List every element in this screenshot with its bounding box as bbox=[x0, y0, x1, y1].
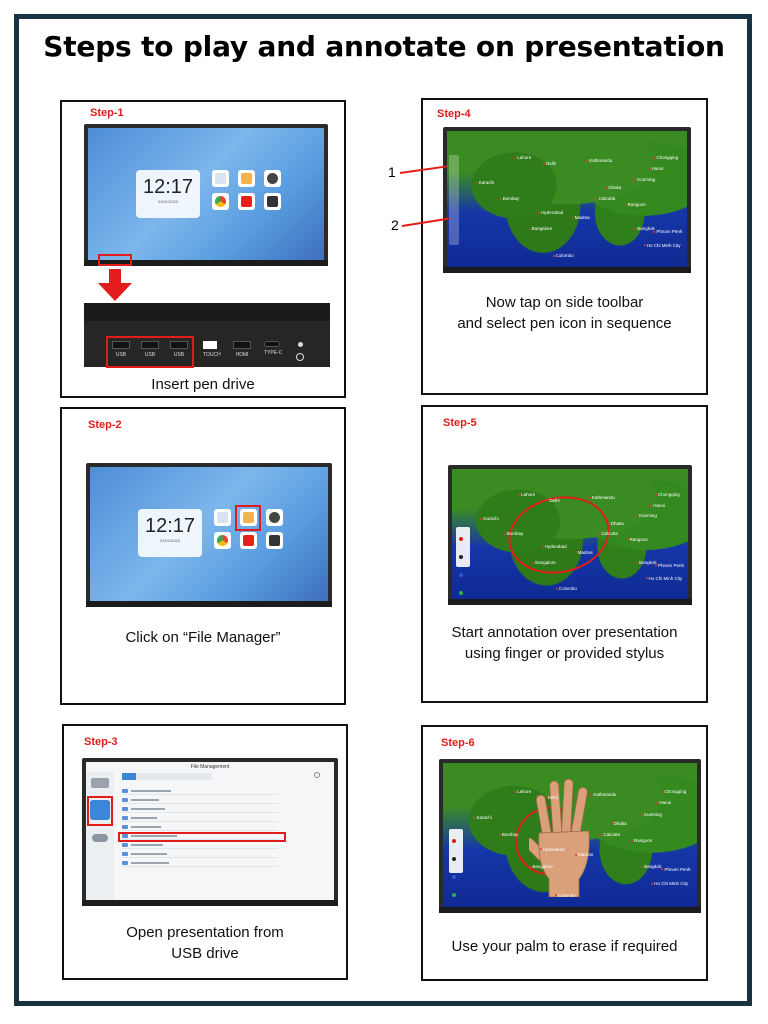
file-manager-sidebar bbox=[86, 772, 114, 900]
map-city-label: Hyderabad bbox=[540, 847, 565, 852]
app-tile[interactable] bbox=[212, 170, 229, 187]
step-label: Step-2 bbox=[88, 419, 122, 431]
caption-line: Open presentation from bbox=[126, 924, 284, 941]
home-screen bbox=[88, 128, 324, 260]
step-label: Step-6 bbox=[441, 737, 475, 749]
file-row[interactable] bbox=[122, 788, 278, 795]
map-city-label: Bangalore bbox=[532, 560, 556, 565]
file-row[interactable] bbox=[122, 797, 278, 804]
hdmi-port: HDMI bbox=[233, 341, 251, 358]
step-label: Step-4 bbox=[437, 108, 471, 120]
clock-widget bbox=[138, 509, 202, 557]
map-city-label: Delhi bbox=[543, 161, 556, 166]
clock-date: 01/01/2023 bbox=[157, 199, 179, 204]
step-4-caption bbox=[423, 292, 706, 334]
map-city-label: Lahore bbox=[514, 789, 531, 794]
step-label: Step-1 bbox=[90, 107, 124, 119]
clock-widget bbox=[136, 170, 200, 218]
map-city-label: Rangoon bbox=[631, 838, 652, 843]
folder-icon bbox=[122, 798, 128, 802]
file-manager-screen bbox=[86, 762, 334, 900]
file-manager-highlight bbox=[235, 505, 261, 531]
step-5-caption bbox=[423, 622, 706, 664]
map-city-label: Chongqing bbox=[653, 155, 678, 160]
map-city-label: Bangalore bbox=[529, 226, 553, 231]
apps-grid-icon[interactable] bbox=[264, 193, 281, 210]
map-city-label: Dhaka bbox=[608, 521, 624, 526]
pen-color-toolbar[interactable] bbox=[449, 829, 463, 873]
map-city-label: Bombay bbox=[500, 196, 520, 201]
callout-number: 2 bbox=[391, 217, 399, 233]
map-city-label: Kathmandu bbox=[586, 158, 612, 163]
usb-drive-highlight bbox=[87, 796, 113, 826]
map-city-label: Kunming bbox=[634, 177, 655, 182]
power-led-icon bbox=[298, 342, 303, 347]
usb-port: USB bbox=[112, 341, 130, 358]
caption-line: Start annotation over presentation bbox=[451, 624, 678, 641]
brightness-icon bbox=[296, 353, 304, 361]
display-panel bbox=[86, 463, 332, 607]
map-city-label: Hyderabad bbox=[542, 544, 567, 549]
file-row[interactable] bbox=[122, 815, 278, 822]
display-bezel bbox=[443, 267, 691, 273]
map-city-label: Bombay bbox=[499, 832, 519, 837]
map-city-label: Delhi bbox=[545, 795, 558, 800]
file-manager-title: File Management bbox=[190, 764, 230, 770]
map-city-label: Hyderabad bbox=[538, 210, 563, 215]
file-row[interactable] bbox=[122, 824, 278, 831]
clock-time: 12:17 bbox=[144, 515, 196, 537]
folder-icon bbox=[122, 852, 128, 856]
map-city-label: Dhaka bbox=[611, 821, 627, 826]
chrome-app-icon[interactable] bbox=[212, 193, 229, 210]
map-city-label: Ho Chi Minh City bbox=[646, 576, 683, 581]
file-row[interactable] bbox=[122, 806, 278, 813]
storage-icon[interactable] bbox=[91, 778, 109, 788]
step-6-card bbox=[421, 725, 708, 981]
usb-port: USB bbox=[170, 341, 188, 358]
map-city-label: Madras bbox=[575, 852, 593, 857]
side-toolbar[interactable] bbox=[449, 155, 459, 245]
display-bezel bbox=[82, 900, 338, 906]
map-city-label: Hanoi bbox=[650, 503, 665, 508]
display-panel bbox=[439, 759, 701, 913]
usb-port-highlight bbox=[98, 254, 132, 266]
step-3-card bbox=[62, 724, 348, 980]
file-manager-tabs bbox=[122, 773, 212, 780]
map-city-label: Chongqing bbox=[655, 492, 680, 497]
map-city-label: Phnom Penh bbox=[653, 229, 682, 234]
file-row[interactable] bbox=[122, 860, 278, 867]
display-panel bbox=[82, 758, 338, 906]
map-city-label: Hanoi bbox=[656, 800, 671, 805]
display-bezel bbox=[86, 601, 332, 607]
step-6-caption: Use your palm to erase if required bbox=[451, 938, 678, 955]
map-city-label: Bangkok bbox=[636, 560, 657, 565]
map-city-label: Bangalore bbox=[529, 864, 553, 869]
caption-line: using finger or provided stylus bbox=[464, 645, 665, 662]
map-city-label: Bombay bbox=[504, 531, 524, 536]
caption-line: Now tap on side toolbar bbox=[485, 294, 644, 311]
red-arrow-down-icon bbox=[98, 269, 132, 301]
map-city-label: Calcutta bbox=[600, 832, 620, 837]
map-city-label: Karachi bbox=[476, 180, 494, 185]
clock-time: 12:17 bbox=[142, 176, 194, 198]
step-2-card bbox=[60, 407, 346, 705]
camera-app-icon[interactable] bbox=[264, 170, 281, 187]
folder-icon bbox=[122, 843, 128, 847]
map-city-label: Lahore bbox=[518, 492, 535, 497]
file-manager-app-icon[interactable] bbox=[238, 170, 255, 187]
map-city-label: Madras bbox=[575, 550, 593, 555]
presentation-file-highlight bbox=[118, 832, 286, 842]
caption-line: and select pen icon in sequence bbox=[457, 315, 672, 332]
map-city-label: Phnom Penh bbox=[655, 563, 684, 568]
display-panel bbox=[84, 124, 328, 266]
map-city-label: Madras bbox=[572, 215, 590, 220]
display-bezel bbox=[448, 599, 692, 605]
page-title: Steps to play and annotate on presentation bbox=[43, 30, 725, 63]
step-1-caption: Insert pen drive bbox=[151, 376, 255, 393]
callout-number: 1 bbox=[388, 164, 396, 180]
usb-ports-highlight bbox=[106, 336, 194, 368]
tab-all[interactable] bbox=[122, 773, 136, 780]
map-city-label: Colombo bbox=[555, 893, 576, 898]
map-city-label: Chongqing bbox=[661, 789, 686, 794]
map-city-label: Calcutta bbox=[598, 531, 618, 536]
camera-app-icon[interactable] bbox=[266, 509, 283, 526]
display-panel bbox=[448, 465, 692, 605]
display-panel bbox=[443, 127, 691, 273]
chrome-app-icon[interactable] bbox=[214, 532, 231, 549]
map-city-label: Bangkok bbox=[634, 226, 655, 231]
file-row[interactable] bbox=[122, 842, 278, 849]
map-city-label: Ho Chi Minh City bbox=[644, 243, 681, 248]
folder-icon bbox=[122, 789, 128, 793]
map-city-label: Ho Chi Minh City bbox=[651, 881, 688, 886]
map-city-label: Karachi bbox=[480, 516, 498, 521]
folder-icon bbox=[122, 807, 128, 811]
type-c-port: TYPE-C bbox=[264, 341, 282, 356]
clock-date: 01/01/2023 bbox=[159, 538, 181, 543]
step-3-caption bbox=[64, 922, 346, 964]
youtube-app-icon[interactable] bbox=[240, 532, 257, 549]
folder-icon bbox=[122, 816, 128, 820]
folder-icon bbox=[122, 825, 128, 829]
file-row[interactable] bbox=[122, 851, 278, 858]
map-city-label: Colombo bbox=[556, 586, 577, 591]
folder-icon bbox=[122, 861, 128, 865]
map-presentation bbox=[452, 469, 688, 599]
touch-port: TOUCH bbox=[203, 341, 221, 358]
step-1-card bbox=[60, 100, 346, 398]
map-city-label: Kunming bbox=[641, 812, 662, 817]
map-city-label: Dhaka bbox=[605, 185, 621, 190]
pen-color-toolbar[interactable] bbox=[456, 527, 470, 567]
app-tile[interactable] bbox=[214, 509, 231, 526]
map-presentation bbox=[443, 763, 697, 907]
map-city-label: Kathmandu bbox=[589, 495, 615, 500]
caption-line: USB drive bbox=[171, 945, 239, 962]
map-city-label: Lahore bbox=[514, 155, 531, 160]
map-city-label: Delhi bbox=[546, 498, 559, 503]
map-city-label: Rangoon bbox=[627, 537, 648, 542]
youtube-app-icon[interactable] bbox=[238, 193, 255, 210]
step-5-card bbox=[421, 405, 708, 703]
step-2-caption: Click on “File Manager” bbox=[125, 629, 281, 646]
display-bezel bbox=[439, 907, 701, 913]
map-city-label: Colombo bbox=[553, 253, 574, 258]
map-city-label: Rangoon bbox=[625, 202, 646, 207]
map-city-label: Kunming bbox=[636, 513, 657, 518]
usb-port: USB bbox=[141, 341, 159, 358]
home-screen bbox=[90, 467, 328, 601]
map-city-label: Kathmandu bbox=[590, 792, 616, 797]
cloud-icon[interactable] bbox=[92, 834, 108, 842]
map-city-label: Calcutta bbox=[596, 196, 616, 201]
map-city-label: Karachi bbox=[473, 815, 491, 820]
map-city-label: Phnom Penh bbox=[661, 867, 690, 872]
map-city-label: Bangkok bbox=[641, 864, 662, 869]
app-grid bbox=[212, 170, 281, 210]
map-city-label: Hanoi bbox=[649, 166, 664, 171]
search-icon[interactable] bbox=[314, 772, 320, 778]
step-label: Step-3 bbox=[84, 736, 118, 748]
step-label: Step-5 bbox=[443, 417, 477, 429]
apps-grid-icon[interactable] bbox=[266, 532, 283, 549]
step-4-card bbox=[421, 98, 708, 395]
map-presentation bbox=[447, 131, 687, 267]
